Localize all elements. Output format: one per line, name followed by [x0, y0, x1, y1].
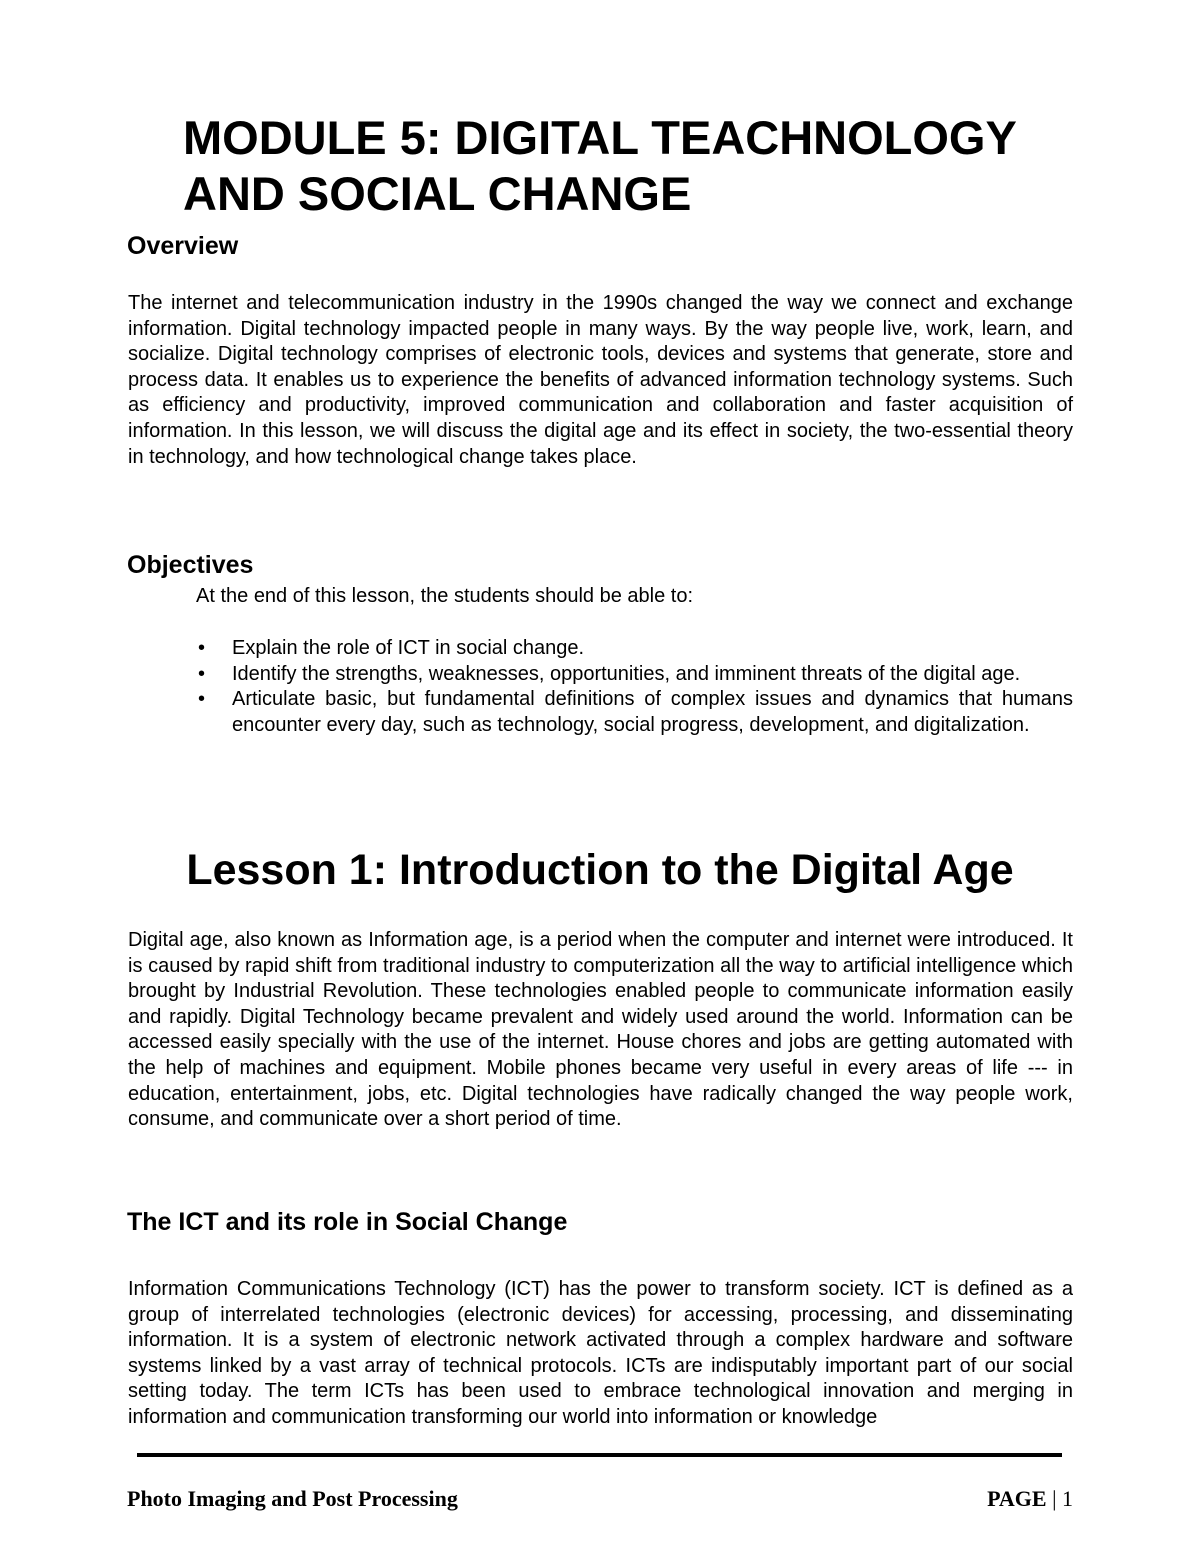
lesson-title: Lesson 1: Introduction to the Digital Age [186, 846, 1014, 894]
objectives-list [196, 636, 1073, 738]
ict-section-paragraph: Information Communications Technology (ICT) has the power to transform society. ICT is defined as a group of interrelated technologies (electronic devices) for accessing, processing, and disseminating information. It is a system of electronic network activated through a complex hardware and software systems linked by a vast array of technical protocols. ICTs are indisputably important part of our social setting today. The term ICTs has been used to embrace technological innovation and merging in information and communication transforming our world into information or knowledge [128, 1278, 1073, 1428]
footer-page-number [987, 1485, 1073, 1513]
overview-paragraph: The internet and telecommunication industry in the 1990s changed the way we connect and exchange information. Digital technology impacted people in many ways. By the way people live, work, learn, and socialize. Digital technology comprises of electronic tools, devices and systems that generate, store and process data. It enables us to experience the benefits of advanced information technology systems. Such as efficiency and productivity, improved communication and collaboration and faster acquisition of information. In this lesson, we will discuss the digital age and its effect in society, the two-essential theory in technology, and how technological change takes place. [128, 292, 1073, 468]
footer-divider [137, 1453, 1062, 1457]
page-number: 1 [1062, 1486, 1073, 1511]
module-title-line-2: AND SOCIAL CHANGE [183, 167, 692, 220]
page-label: PAGE [987, 1486, 1047, 1511]
objective-item [196, 687, 1073, 738]
ict-section-heading: The ICT and its role in Social Change [127, 1208, 568, 1236]
overview-heading: Overview [127, 232, 239, 260]
lesson-paragraph: Digital age, also known as Information age, is a period when the computer and internet were introduced. It is caused by rapid shift from traditional industry to computerization all the way to artificial intelligence which brought by Industrial Revolution. These technologies enabled people to communicate information easily and rapidly. Digital Technology became prevalent and widely used around the world. Information can be accessed easily specially with the use of the internet. House chores and jobs are getting automated with the help of machines and equipment. Mobile phones became very useful in every areas of life --- in education, entertainment, jobs, etc. Digital technologies have radically changed the way people work, consume, and communicate over a short period of time. [128, 929, 1073, 1131]
objectives-heading: Objectives [127, 551, 254, 579]
bullet-icon: • [198, 688, 206, 711]
objective-item [196, 662, 1073, 688]
bullet-icon: • [198, 662, 206, 685]
objective-text: Explain the role of ICT in social change. [232, 637, 585, 659]
objective-text: Articulate basic, but fundamental definitions of complex issues and dynamics that humans encounter every day, such as technology, social progress, development, and digitalization. [232, 688, 1073, 736]
module-title [183, 110, 1083, 222]
objective-text: Identify the strengths, weaknesses, opportunities, and imminent threats of the digital age. [232, 662, 1021, 685]
module-title-line-1: MODULE 5: DIGITAL TEACHNOLOGY [183, 111, 1017, 164]
footer-course-title: Photo Imaging and Post Processing [127, 1486, 458, 1511]
bullet-icon: • [198, 637, 206, 659]
objective-item [196, 636, 1073, 662]
objectives-intro: At the end of this lesson, the students should be able to: [196, 585, 694, 607]
page-separator: | [1052, 1486, 1057, 1511]
